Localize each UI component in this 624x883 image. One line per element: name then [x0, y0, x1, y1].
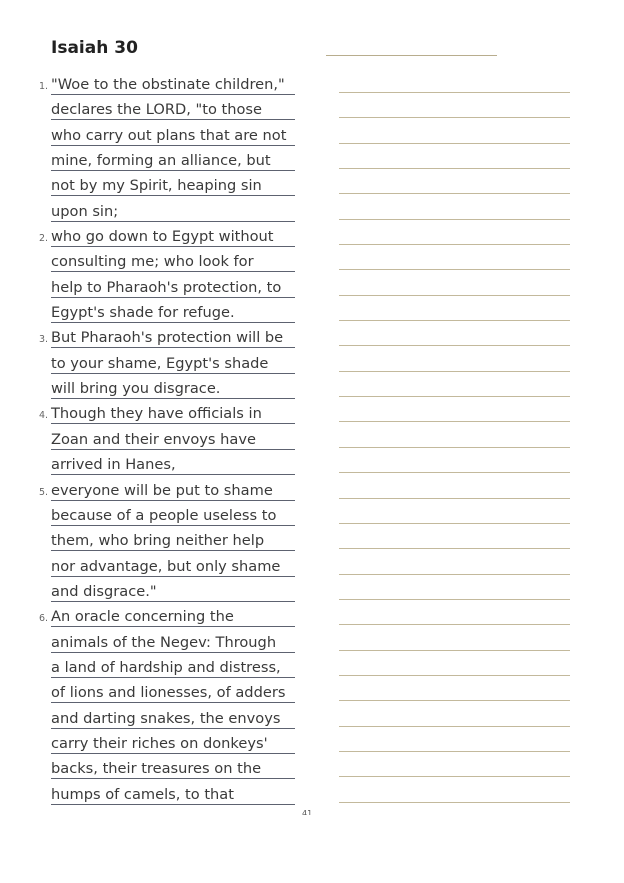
writing-line: [339, 75, 570, 100]
verse-text: carry their riches on donkeys': [51, 734, 295, 754]
verse-text: because of a people useless to: [51, 506, 295, 526]
text-line: [0, 759, 300, 784]
verse-text: arrived in Hanes,: [51, 455, 295, 475]
verse-text: humps of camels, to that: [51, 785, 295, 805]
verse-text: mine, forming an alliance, but: [51, 151, 295, 171]
writing-line: [339, 481, 570, 506]
text-line: [0, 531, 300, 556]
title-writing-line: [326, 55, 497, 56]
verse-text: a land of hardship and distress,: [51, 658, 295, 678]
writing-line: [339, 227, 570, 252]
text-line: [0, 328, 300, 353]
writing-line: [339, 430, 570, 455]
verse-text: will bring you disgrace.: [51, 379, 295, 399]
text-line: [0, 379, 300, 404]
writing-line: [339, 455, 570, 480]
text-line: [0, 75, 300, 100]
text-line: [0, 100, 300, 125]
writing-line: [339, 252, 570, 277]
verse-number: 6.: [39, 613, 49, 625]
writing-column: [339, 75, 570, 810]
writing-line: [339, 759, 570, 784]
writing-line: [339, 176, 570, 201]
writing-line: [339, 582, 570, 607]
writing-line: [339, 328, 570, 353]
verse-text: consulting me; who look for: [51, 252, 295, 272]
text-line: [0, 303, 300, 328]
verse-text: nor advantage, but only shame: [51, 557, 295, 577]
writing-line: [339, 531, 570, 556]
writing-line: [339, 278, 570, 303]
verse-number: 4.: [39, 410, 49, 422]
text-line: [0, 481, 300, 506]
text-line: [0, 252, 300, 277]
text-line: [0, 430, 300, 455]
text-line: [0, 709, 300, 734]
verse-text: and darting snakes, the envoys: [51, 709, 295, 729]
writing-line: [339, 404, 570, 429]
writing-line: [339, 734, 570, 759]
writing-line: [339, 683, 570, 708]
verse-number: 1.: [39, 81, 49, 92]
text-line: [0, 176, 300, 201]
text-line: [0, 151, 300, 176]
text-line: [0, 633, 300, 658]
writing-line: [339, 607, 570, 632]
verse-text: who go down to Egypt without: [51, 227, 295, 247]
verse-text: and disgrace.": [51, 582, 295, 602]
text-line: [0, 126, 300, 151]
text-line: [0, 734, 300, 759]
verse-text: Though they have officials in: [51, 404, 295, 424]
text-line: [0, 202, 300, 227]
verse-text: who carry out plans that are not: [51, 126, 295, 146]
text-line: [0, 227, 300, 252]
verse-number: 3.: [39, 334, 49, 346]
writing-line: [339, 557, 570, 582]
writing-line: [339, 126, 570, 151]
writing-line: [339, 100, 570, 125]
writing-line: [339, 506, 570, 531]
writing-line: [339, 202, 570, 227]
text-line: [0, 506, 300, 531]
writing-line: [339, 709, 570, 734]
text-line: [0, 404, 300, 429]
verse-text: An oracle concerning the: [51, 607, 295, 627]
verse-text: them, who bring neither help: [51, 531, 295, 551]
verse-text: "Woe to the obstinate children,": [51, 75, 295, 95]
verse-text: Zoan and their envoys have: [51, 430, 295, 450]
verse-number: 2.: [39, 233, 49, 245]
verse-text: help to Pharaoh's protection, to: [51, 278, 295, 298]
text-line: [0, 582, 300, 607]
page-number: 41: [302, 809, 313, 815]
verse-text: upon sin;: [51, 202, 295, 222]
verse-text: But Pharaoh's protection will be: [51, 328, 295, 348]
text-line: [0, 683, 300, 708]
verse-text: of lions and lionesses, of adders: [51, 683, 295, 703]
verse-text: animals of the Negev: Through: [51, 633, 295, 653]
text-line: [0, 557, 300, 582]
verse-text: not by my Spirit, heaping sin: [51, 176, 295, 196]
scripture-column: [0, 75, 300, 810]
writing-line: [339, 354, 570, 379]
page-title: Isaiah 30: [51, 38, 138, 58]
verse-text: backs, their treasures on the: [51, 759, 295, 779]
text-line: [0, 354, 300, 379]
writing-line: [339, 379, 570, 404]
writing-line: [339, 785, 570, 810]
verse-text: Egypt's shade for refuge.: [51, 303, 295, 323]
text-line: [0, 785, 300, 810]
text-line: [0, 278, 300, 303]
verse-text: declares the LORD, "to those: [51, 100, 295, 120]
text-line: [0, 607, 300, 632]
text-line: [0, 658, 300, 683]
text-line: [0, 455, 300, 480]
verse-text: everyone will be put to shame: [51, 481, 295, 501]
writing-line: [339, 633, 570, 658]
verse-number: 5.: [39, 486, 49, 498]
writing-line: [339, 658, 570, 683]
writing-line: [339, 151, 570, 176]
writing-line: [339, 303, 570, 328]
verse-text: to your shame, Egypt's shade: [51, 354, 295, 374]
